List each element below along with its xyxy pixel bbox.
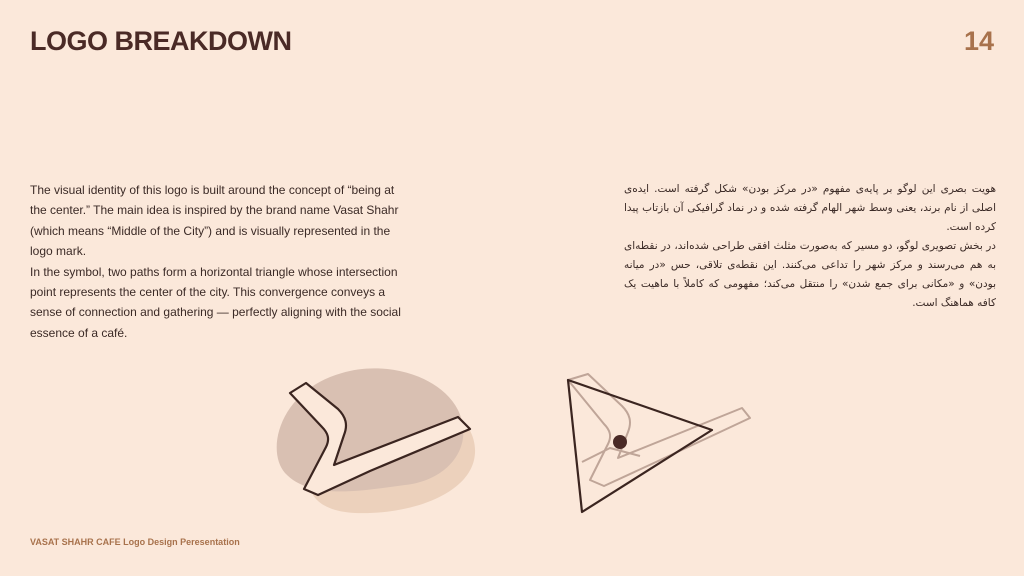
page-title: LOGO BREAKDOWN (30, 26, 292, 56)
english-paragraph-1: The visual identity of this logo is built around the concept of “being at the center.” The main idea is inspired by the brand name Vasat Shahr (which means “Middle of the City”) and is visually represented in the logo mark. (30, 183, 399, 259)
triangle-logo-mark-icon (560, 370, 760, 518)
persian-paragraph-2: در بخش تصویری لوگو، دو مسیر که به‌صورت مثلث افقی طراحی شده‌اند، در نقطه‌ای به هم می‌رسند و مرکز شهر را تداعی می‌کنند. این نقطه‌ی تلاقی، حس «در میانه بودن» و «مکانی برای جمع شدن» را منتقل می‌کند؛ مفهومی که کاملاً با ماهیت یک کافه هماهنگ است. (624, 240, 996, 309)
persian-description (624, 180, 996, 313)
english-paragraph-2: In the symbol, two paths form a horizontal triangle whose intersection point represents the center of the city. This convergence conveys a sense of connection and gathering — perfectly aligning with the social essence of a café. (30, 264, 401, 340)
outline-path-shape (568, 374, 750, 486)
footer-caption: VASAT SHAHR CAFE Logo Design Peresentation (30, 537, 240, 547)
persian-paragraph-1: هویت بصری این لوگو بر پایه‌ی مفهوم «در مرکز بودن» شکل گرفته است. ایده‌ی اصلی از نام برند، یعنی وسط شهر الهام گرفته شده و در نماد گرافیکی آن بازتاب پیدا کرده است. (624, 183, 996, 233)
city-center-dot (613, 435, 627, 449)
page-number: 14 (963, 26, 994, 56)
road-path-blob-icon (270, 365, 482, 515)
english-description (30, 180, 402, 343)
